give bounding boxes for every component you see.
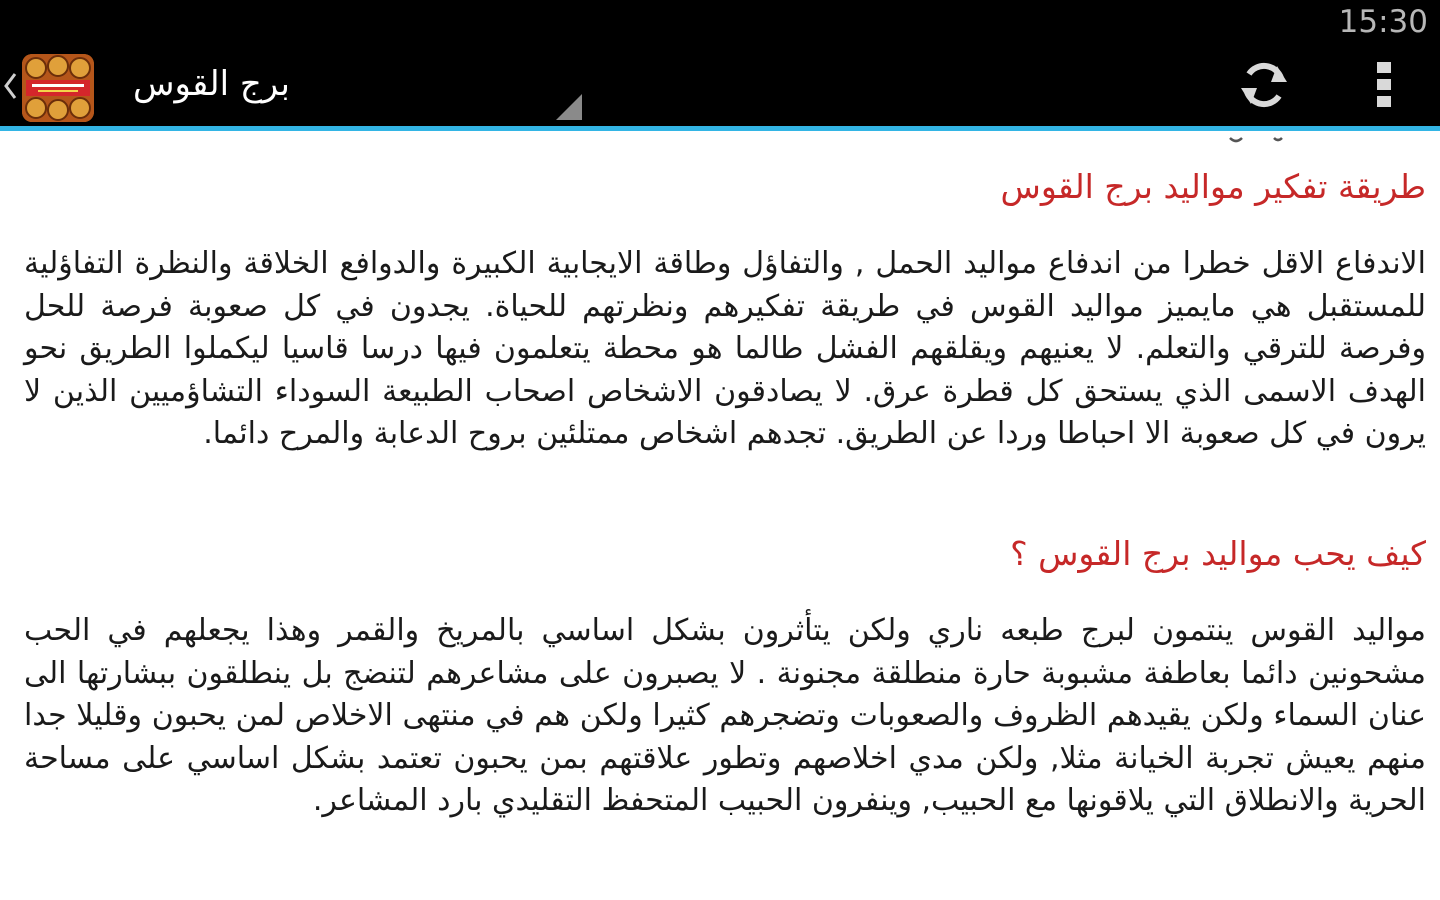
overflow-menu-button[interactable] bbox=[1356, 52, 1412, 122]
clipped-text-fragment bbox=[1226, 131, 1286, 141]
zodiac-wheel-icon[interactable] bbox=[22, 54, 94, 122]
clipped-text-fragment bbox=[1404, 895, 1420, 900]
page-title: برج القوس bbox=[132, 64, 290, 104]
refresh-button[interactable] bbox=[1224, 52, 1304, 122]
overflow-menu-icon bbox=[1374, 60, 1394, 114]
spinner-indicator-icon[interactable] bbox=[556, 94, 582, 120]
status-time: 15:30 bbox=[1338, 4, 1428, 40]
section-body-love: مواليد القوس ينتمون لبرج طبعه ناري ولكن يتأثرون بشكل اساسي بالمريخ والقمر وهذا يجعلهم في الحب مشحونين دائما بعاطفة مشبوبة حارة منطلقة مجنونة . لا يصبرون على مشاعرهم لتنضج بل ينطلقون ببشارتها الى عنان السماء ولكن يقيدهم الظروف والصعوبات وتضجرهم كثيرا ولكن هم في منتهى الاخلاص لمن يحبون وقليلا جدا منهم يعيش تجربة الخيانة مثلا, ولكن مدي اخلاصهم وتطور علاقتهم بمن يحبون تعتمد بشكل اساسي على مساحة الحرية والانطلاق التي يلاقونها مع الحبيب, وينفرون الحبيب المتحفظ التقليدي بارد المشاعر. bbox=[24, 613, 1426, 819]
refresh-icon bbox=[1237, 58, 1291, 116]
section-title-love: كيف يحب مواليد برج القوس ؟ bbox=[1010, 534, 1426, 573]
article-content[interactable] bbox=[0, 131, 1440, 900]
status-bar bbox=[0, 0, 1440, 46]
action-bar bbox=[0, 46, 1440, 126]
section-body-thinking: الاندفاع الاقل خطرا من اندفاع مواليد الحمل , والتفاؤل وطاقة الايجابية الكبيرة والدوافع الخلاقة والنظرة التفاؤلية للمستقبل هي مايميز مواليد القوس في طريقة تفكيرهم ونظرتهم للحياة. يجدون في كل صعوبة فرصة للحل وفرصة للترقي والتعلم. لا يعنيهم ويقلقهم الفشل طالما هو محطة يتعلمون فيها درسا قاسيا ليكملوا الطريق نحو الهدف الاسمى الذي يستحق كل قطرة عرق. لا يصادقون الاشخاص اصحاب الطبيعة السوداء التشاؤميين الذين لا يرون في كل صعوبة الا احباطا وردا عن الطريق. تجدهم اشخاص ممتلئين بروح الدعابة والمرح دائما. bbox=[24, 246, 1426, 452]
chevron-left-icon[interactable] bbox=[2, 68, 18, 104]
section-title-thinking: طريقة تفكير مواليد برج القوس bbox=[1000, 167, 1426, 206]
